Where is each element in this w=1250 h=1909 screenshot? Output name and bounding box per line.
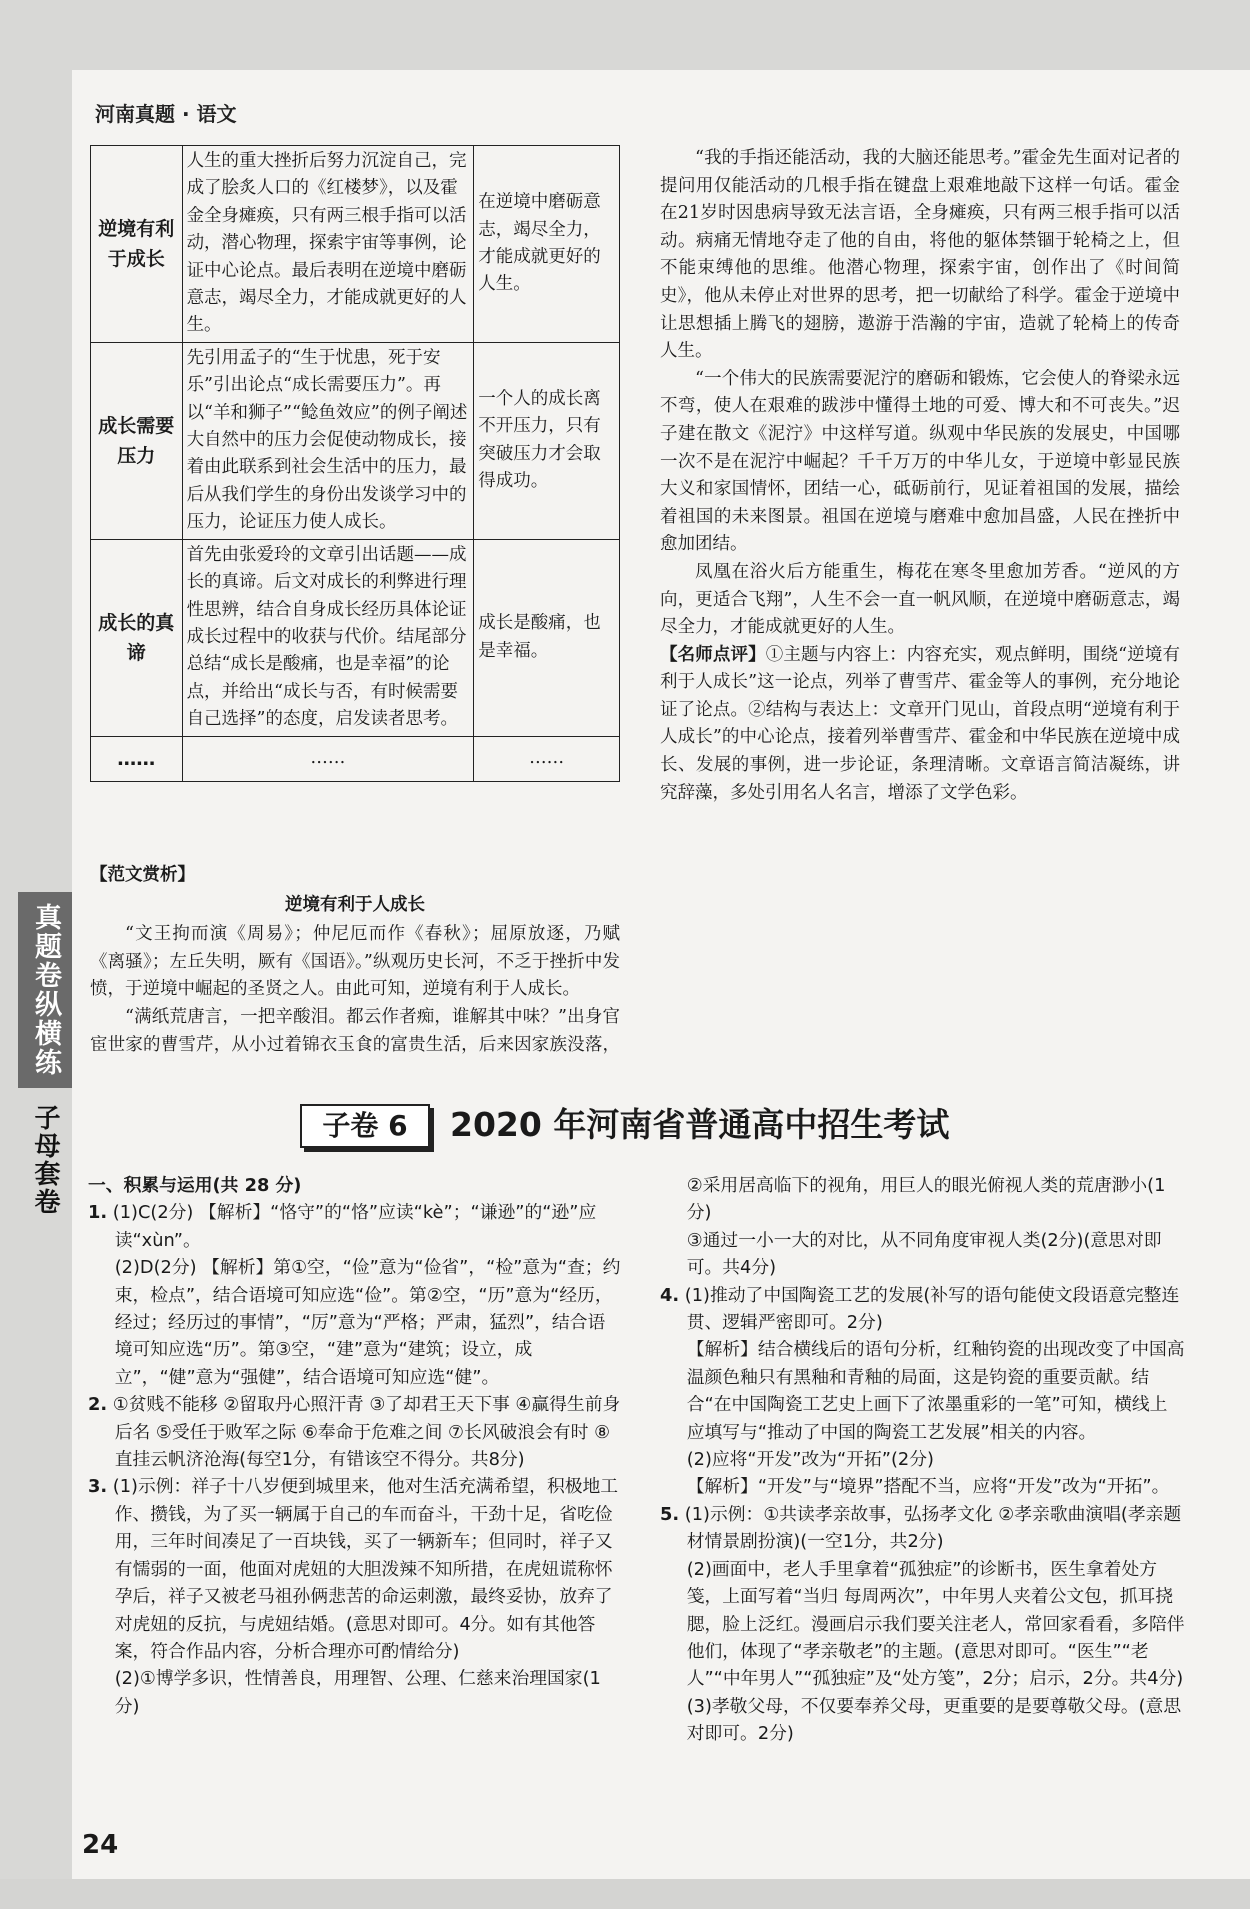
table-analysis: 先引用孟子的“生于忧患，死于安乐”引出论点“成长需要压力”。再以“羊和狮子”“鲶鱼效应”的例子阐述大自然中的压力会促使动物成长，接着由此联系到社会生活中的压力，最后从我们学生的身份出发谈学习中的压力，论证压力使人成长。	[182, 342, 474, 539]
table-topic: 成长的真谛	[91, 539, 183, 736]
comment-label: 【名师点评】	[660, 644, 766, 665]
answer-item	[88, 1199, 623, 1254]
answer-item	[88, 1391, 623, 1473]
table-row	[91, 342, 620, 539]
exam-title: 2020 年河南省普通高中招生考试	[450, 1105, 950, 1144]
table-topic: 逆境有利于成长	[91, 146, 183, 343]
paper-label: 子卷 6	[300, 1104, 430, 1148]
essay-section-label: 【范文赏析】	[90, 865, 195, 885]
table-topic: ……	[91, 736, 183, 781]
answer-item: (2)①博学多识，性情善良，用理智、公理、仁慈来治理国家(1分)	[114, 1668, 601, 1717]
essay-right-column	[660, 145, 1180, 807]
answer-item	[660, 1282, 1185, 1337]
section-heading: 一、积累与运用(共 28 分)	[88, 1175, 302, 1196]
teacher-comment	[660, 642, 1180, 808]
frame-top	[72, 0, 1250, 70]
essay-paragraph: “文王拘而演《周易》；仲尼厄而作《春秋》；屈原放逐，乃赋《离骚》；左丘失明，厥有《国语》。”纵观历史长河，不乏于挫折中发愤，于逆境中崛起的圣贤之人。由此可知，逆境有利于人成长。	[90, 924, 620, 1000]
side-tab-series: 真题卷纵横练	[18, 892, 72, 1088]
table-row	[91, 146, 620, 343]
table-analysis: ……	[182, 736, 474, 781]
table-conclusion: 成长是酸痛，也是幸福。	[474, 539, 620, 736]
answer-item: 【解析】结合横线后的语句分析，红釉钧瓷的出现改变了中国高温颜色釉只有黑釉和青釉的局面，这是钧瓷的重要贡献。结合“在中国陶瓷工艺史上画下了浓墨重彩的一笔”可知，横线上应填写与“推动了中国的陶瓷工艺发展”相关的内容。	[686, 1339, 1185, 1443]
answer-item: (2)应将“开发”改为“开拓”(2分)	[686, 1449, 934, 1471]
question-number: 3.	[88, 1476, 108, 1498]
table-topic: 成长需要压力	[91, 342, 183, 539]
table-analysis: 首先由张爱玲的文章引出话题——成长的真谛。后文对成长的利弊进行理性思辨，结合自身成长经历具体论证成长过程中的收获与代价。结尾部分总结“成长是酸痛，也是幸福”的论点，并给出“成长与否，有时候需要自己选择”的态度，启发读者思考。	[182, 539, 474, 736]
answer-text: (1)示例：祥子十八岁便到城里来，他对生活充满希望，积极地工作、攒钱，为了买一辆属于自己的车而奋斗，干劲十足，省吃俭用，三年时间凑足了一百块钱，买了一辆新车；但同时，祥子又有懦弱的一面，他面对虎妞的大胆泼辣不知所措，在虎妞谎称怀孕后，祥子又被老马祖孙俩悲苦的命运刺激，最终妥协，放弃了对虎妞的反抗，与虎妞结婚。(意思对即可。4分。如有其他答案，符合作品内容，分析合理亦可酌情给分)	[112, 1476, 619, 1662]
answer-text: (1)推动了中国陶瓷工艺的发展(补写的语句能使文段语意完整连贯、逻辑严密即可。2分)	[684, 1284, 1180, 1334]
table-conclusion: 一个人的成长离不开压力，只有突破压力才会取得成功。	[474, 342, 620, 539]
table-conclusion: 在逆境中磨砺意志，竭尽全力，才能成就更好的人生。	[474, 146, 620, 343]
frame-bottom	[0, 1879, 1250, 1909]
essay-outline-table	[90, 145, 620, 782]
essay-paragraph: “我的手指还能活动，我的大脑还能思考。”霍金先生面对记者的提问用仅能活动的几根手指在键盘上艰难地敲下这样一句话。霍金在21岁时因患病导致无法言语，全身瘫痪，只有两三根手指可以活动。病痛无情地夺走了他的自由，将他的躯体禁锢于轮椅之上，但不能束缚他的思维。他潜心物理，探索宇宙，创作出了《时间简史》，他从未停止对世界的思考，把一切献给了科学。霍金于逆境中让思想插上腾飞的翅膀，遨游于浩瀚的宇宙，造就了轮椅上的传奇人生。	[660, 148, 1180, 362]
page-header: 河南真题 · 语文	[95, 102, 237, 126]
question-number: 2.	[88, 1394, 108, 1416]
answer-item: ③通过一小一大的对比，从不同角度审视人类(2分)(意思对即可。共4分)	[686, 1229, 1162, 1279]
answer-item	[88, 1473, 623, 1665]
essay-paragraph: 凤凰在浴火后方能重生，梅花在寒冬里愈加芳香。“逆风的方向，更适合飞翔”，人生不会一直一帆风顺，在逆境中磨砺意志，竭尽全力，才能成就更好的人生。	[660, 561, 1180, 638]
answer-item: (2)D(2分) 【解析】第①空，“俭”意为“俭省”，“检”意为“查；约束，检点”，结合语境可知应选“俭”。第②空，“历”意为“经历，经过；经历过的事情”，“厉”意为“严格；严肃，猛烈”，结合语境可知应选“历”。第③空，“建”意为“建筑；设立，成立”，“健”意为“强健”，结合语境可知应选“健”。	[114, 1257, 621, 1388]
essay-paragraph: “一个伟大的民族需要泥泞的磨砺和锻炼，它会使人的脊梁永远不弯，使人在艰难的跋涉中懂得土地的可爱、博大和不可丧失。”迟子建在散文《泥泞》中这样写道。纵观中华民族的发展史，中国哪一次不是在泥泞中崛起？千千万万的中华儿女，于逆境中彰显民族大义和家国情怀，团结一心，砥砺前行，见证着祖国的发展，描绘着祖国的未来图景。祖国在逆境与磨难中愈加昌盛，人民在挫折中愈加团结。	[660, 368, 1180, 555]
essay-paragraph: “满纸荒唐言，一把辛酸泪。都云作者痴，谁解其中味？”出身官宦世家的曹雪芹，从小过着锦衣玉食的富贵生活，后来因家族没落，	[90, 1006, 620, 1055]
answer-item: 【解析】“开发”与“境界”搭配不当，应将“开发”改为“开拓”。	[686, 1476, 1170, 1498]
table-row	[91, 736, 620, 781]
question-number: 1.	[88, 1202, 108, 1224]
table-analysis: 人生的重大挫折后努力沉淀自己，完成了脍炙人口的《红楼梦》，以及霍金全身瘫痪，只有两三根手指可以活动，潜心物理，探索宇宙等事例，论证中心论点。最后表明在逆境中磨砺意志，竭尽全力，才能成就更好的人生。	[182, 146, 474, 343]
answer-text: ①贫贱不能移 ②留取丹心照汗青 ③了却君王天下事 ④赢得生前身后名 ⑤受任于败军之际 ⑥奉命于危难之间 ⑦长风破浪会有时 ⑧直挂云帆济沧海(每空1分，有错该空不得分。共8分)	[112, 1394, 621, 1471]
answer-item: (2)画面中，老人手里拿着“孤独症”的诊断书，医生拿着处方笺，上面写着“当归 每周两次”，中年男人夹着公文包，抓耳挠腮，脸上泛红。漫画启示我们要关注老人，常回家看看，多陪伴他们，体现了“孝亲敬老”的主题。(意思对即可。“医生”“老人”“中年男人”“孤独症”及“处方笺”，2分；启示，2分。共4分)	[686, 1558, 1185, 1690]
comment-text: ①主题与内容上：内容充实，观点鲜明，围绕“逆境有利于人成长”这一论点，列举了曹雪芹、霍金等人的事例，充分地论证了论点。②结构与表达上：文章开门见山，首段点明“逆境有利于人成长”的中心论点，接着列举曹雪芹、霍金和中华民族在逆境中成长、发展的事例，进一步论证，条理清晰。文章语言简洁凝练，讲究辞藻，多处引用名人名言，增添了文学色彩。	[660, 644, 1180, 803]
essay-title: 逆境有利于人成长	[285, 894, 425, 915]
answer-text: (1)示例：①共读孝亲故事，弘扬孝文化 ②孝亲歌曲演唱(孝亲题材情景剧扮演)(一空1分，共2分)	[684, 1503, 1182, 1553]
answer-item: (3)孝敬父母，不仅要奉养父母，更重要的是要尊敬父母。(意思对即可。2分)	[686, 1695, 1182, 1745]
answers-left-column	[88, 1172, 623, 1720]
side-tab-set: 子母套卷	[30, 1104, 60, 1216]
table-row	[91, 539, 620, 736]
answer-text: (1)C(2分) 【解析】“恪守”的“恪”应读“kè”；“谦逊”的“逊”应读“xùn”。	[112, 1202, 597, 1251]
exam-banner	[300, 1100, 1220, 1150]
answers-right-column	[660, 1172, 1185, 1748]
answer-item	[660, 1501, 1185, 1556]
answer-item: ②采用居高临下的视角，用巨人的眼光俯视人类的荒唐渺小(1分)	[686, 1175, 1166, 1224]
question-number: 4.	[660, 1284, 680, 1306]
essay-left-column	[90, 862, 620, 1059]
page-number: 24	[82, 1830, 119, 1860]
question-number: 5.	[660, 1503, 680, 1525]
table-conclusion: ……	[474, 736, 620, 781]
